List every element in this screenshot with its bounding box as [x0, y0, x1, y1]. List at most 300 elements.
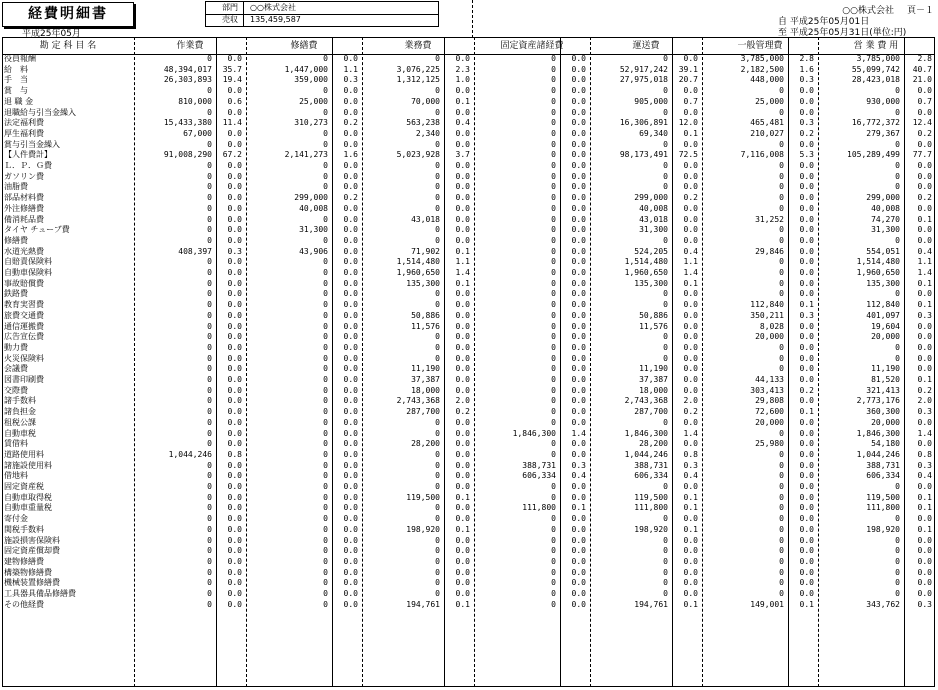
- amount-cell: 388,731: [866, 460, 900, 470]
- amount-cell: 0: [779, 449, 784, 459]
- amount-cell: 0: [779, 460, 784, 470]
- percent-cell: 0.0: [227, 567, 242, 577]
- amount-cell: 0: [551, 567, 556, 577]
- amount-cell: 0: [551, 375, 556, 384]
- percent-cell: 0.0: [455, 578, 470, 588]
- amount-cell: 28,423,018: [851, 75, 900, 85]
- amount-cell: 0: [207, 300, 212, 310]
- amount-cell: 0: [435, 449, 440, 459]
- amount-cell: 343,762: [866, 599, 900, 609]
- amount-cell: 0: [323, 556, 328, 566]
- account-name: 教育実習費: [4, 300, 44, 310]
- percent-cell: 0.0: [227, 375, 242, 384]
- amount-cell: 0: [551, 524, 556, 534]
- percent-cell: 0.0: [799, 278, 814, 288]
- amount-cell: 105,289,499: [847, 150, 900, 160]
- table-row: [2, 418, 934, 428]
- amount-cell: 0: [551, 556, 556, 566]
- amount-cell: 0: [323, 139, 328, 149]
- percent-cell: 0.1: [799, 300, 814, 310]
- table-row: [2, 225, 934, 235]
- amount-cell: 0: [895, 353, 900, 363]
- percent-cell: 0.0: [683, 86, 698, 96]
- table-row: [2, 118, 934, 128]
- percent-cell: 1.6: [799, 64, 814, 74]
- amount-cell: 50,886: [411, 310, 440, 320]
- percent-cell: 0.0: [917, 514, 932, 524]
- percent-cell: 0.0: [343, 225, 358, 235]
- percent-cell: 0.0: [227, 139, 242, 149]
- amount-cell: 0: [551, 96, 556, 106]
- table-row: [2, 54, 934, 64]
- percent-cell: 0.0: [917, 556, 932, 566]
- percent-cell: 11.4: [222, 118, 242, 128]
- percent-cell: 0.0: [343, 321, 358, 331]
- percent-cell: 0.0: [343, 86, 358, 96]
- amount-cell: 350,211: [750, 310, 784, 320]
- percent-cell: 0.0: [455, 342, 470, 352]
- percent-cell: 0.0: [799, 482, 814, 491]
- table-row: [2, 97, 934, 107]
- table-row: [2, 557, 934, 567]
- amount-cell: 67,000: [183, 128, 212, 138]
- percent-cell: 0.1: [683, 492, 698, 502]
- amount-cell: 0: [323, 396, 328, 406]
- amount-cell: 0: [323, 54, 328, 63]
- amount-cell: 37,387: [639, 375, 668, 384]
- percent-cell: 0.0: [227, 578, 242, 588]
- percent-cell: 0.0: [799, 107, 814, 117]
- amount-cell: 0: [323, 599, 328, 609]
- amount-cell: 0: [551, 64, 556, 74]
- amount-cell: 194,761: [406, 599, 440, 609]
- amount-cell: 0: [207, 225, 212, 235]
- percent-cell: 0.0: [799, 535, 814, 545]
- percent-cell: 0.0: [455, 439, 470, 449]
- amount-cell: 0: [323, 428, 328, 438]
- percent-cell: 0.0: [227, 471, 242, 481]
- percent-cell: 0.0: [571, 417, 586, 427]
- account-name: 工具器具備品修繕費: [4, 589, 76, 598]
- percent-cell: 0.1: [683, 524, 698, 534]
- percent-cell: 0.0: [683, 289, 698, 299]
- amount-cell: 0: [435, 460, 440, 470]
- percent-cell: 0.0: [227, 86, 242, 96]
- amount-cell: 0: [207, 546, 212, 556]
- percent-cell: 0.0: [343, 599, 358, 609]
- percent-cell: 5.3: [799, 150, 814, 160]
- amount-cell: 11,190: [639, 364, 668, 374]
- amount-cell: 11,190: [411, 364, 440, 374]
- amount-cell: 0: [207, 278, 212, 288]
- percent-cell: 0.0: [799, 96, 814, 106]
- percent-cell: 0.0: [455, 300, 470, 310]
- amount-cell: 0: [207, 417, 212, 427]
- percent-cell: 0.0: [571, 182, 586, 192]
- amount-cell: 0: [435, 139, 440, 149]
- percent-cell: 0.0: [799, 364, 814, 374]
- amount-cell: 0: [779, 546, 784, 556]
- amount-cell: 0: [207, 385, 212, 395]
- percent-cell: 0.0: [343, 589, 358, 598]
- amount-cell: 0: [435, 556, 440, 566]
- percent-cell: 0.0: [799, 225, 814, 235]
- account-name: 事故賠償費: [4, 278, 44, 288]
- percent-cell: 0.8: [917, 449, 932, 459]
- amount-cell: 0: [551, 118, 556, 128]
- amount-cell: 29,808: [755, 396, 784, 406]
- percent-cell: 0.3: [799, 75, 814, 85]
- amount-cell: 0: [323, 353, 328, 363]
- percent-cell: 0.0: [455, 182, 470, 192]
- amount-cell: 1,846,300: [512, 428, 556, 438]
- amount-cell: 0: [779, 353, 784, 363]
- percent-cell: 0.0: [227, 289, 242, 299]
- amount-cell: 0: [323, 407, 328, 417]
- account-name: 機械装置修繕費: [4, 578, 60, 588]
- percent-cell: 0.0: [917, 86, 932, 96]
- account-name: 借地料: [4, 471, 28, 481]
- percent-cell: 0.0: [683, 214, 698, 224]
- percent-cell: 0.0: [455, 193, 470, 203]
- amount-cell: 0: [551, 385, 556, 395]
- amount-cell: 0: [551, 449, 556, 459]
- table-row: [2, 343, 934, 353]
- amount-cell: 0: [895, 482, 900, 491]
- percent-cell: 0.3: [917, 599, 932, 609]
- percent-cell: 0.0: [799, 556, 814, 566]
- percent-cell: 0.0: [227, 439, 242, 449]
- percent-cell: 0.1: [917, 503, 932, 513]
- amount-cell: 0: [663, 535, 668, 545]
- percent-cell: 0.2: [683, 407, 698, 417]
- amount-cell: 31,300: [871, 225, 900, 235]
- amount-cell: 930,000: [866, 96, 900, 106]
- amount-cell: 0: [551, 139, 556, 149]
- amount-cell: 0: [551, 439, 556, 449]
- col-header-admin: 一般管理費: [737, 41, 783, 51]
- amount-cell: 606,334: [522, 471, 556, 481]
- percent-cell: 0.0: [683, 342, 698, 352]
- percent-cell: 0.1: [917, 492, 932, 502]
- percent-cell: 0.3: [917, 460, 932, 470]
- amount-cell: 0: [779, 492, 784, 502]
- col-header-business: 業務費: [404, 41, 432, 51]
- table-row: [2, 279, 934, 289]
- percent-cell: 0.1: [799, 599, 814, 609]
- amount-cell: 448,000: [750, 75, 784, 85]
- amount-cell: 5,023,928: [396, 150, 440, 160]
- amount-cell: 0: [207, 428, 212, 438]
- percent-cell: 0.0: [227, 268, 242, 277]
- percent-cell: 12.4: [912, 118, 932, 128]
- amount-cell: 287,700: [406, 407, 440, 417]
- amount-cell: 0: [895, 567, 900, 577]
- amount-cell: 0: [323, 567, 328, 577]
- amount-cell: 11,190: [871, 364, 900, 374]
- account-name: 施設損害保険料: [4, 535, 60, 545]
- amount-cell: 0: [895, 289, 900, 299]
- amount-cell: 0: [207, 514, 212, 524]
- col-header-fixed-assets: 固定資産諸経費: [500, 41, 564, 51]
- account-name: 会議費: [4, 364, 28, 374]
- account-name: 固定資産償却費: [4, 546, 60, 556]
- percent-cell: 0.0: [227, 428, 242, 438]
- percent-cell: 0.0: [455, 364, 470, 374]
- amount-cell: 91,008,290: [163, 150, 212, 160]
- amount-cell: 310,273: [294, 118, 328, 128]
- amount-cell: 52,917,242: [619, 64, 668, 74]
- amount-cell: 0: [779, 182, 784, 192]
- percent-cell: 0.4: [455, 118, 470, 128]
- account-name: 賞 与: [4, 86, 28, 96]
- amount-cell: 0: [895, 86, 900, 96]
- amount-cell: 0: [551, 482, 556, 491]
- sales-value: 135,459,587: [250, 15, 301, 24]
- account-name: 自賠責保険料: [4, 257, 52, 267]
- percent-cell: 0.0: [343, 482, 358, 491]
- percent-cell: 0.2: [799, 385, 814, 395]
- amount-cell: 3,785,000: [740, 54, 784, 63]
- amount-cell: 0: [551, 589, 556, 598]
- percent-cell: 0.0: [343, 332, 358, 342]
- percent-cell: 0.0: [227, 417, 242, 427]
- percent-cell: 0.0: [343, 342, 358, 352]
- amount-cell: 25,000: [299, 96, 328, 106]
- percent-cell: 0.0: [571, 524, 586, 534]
- amount-cell: 0: [551, 75, 556, 85]
- percent-cell: 0.0: [227, 524, 242, 534]
- col-header-repair: 修繕費: [290, 41, 318, 51]
- amount-cell: 0: [435, 300, 440, 310]
- account-name: 修繕費: [4, 235, 28, 245]
- percent-cell: 0.0: [455, 86, 470, 96]
- percent-cell: 0.0: [571, 54, 586, 63]
- amount-cell: 0: [551, 225, 556, 235]
- amount-cell: 0: [435, 578, 440, 588]
- amount-cell: 0: [779, 556, 784, 566]
- amount-cell: 37,387: [411, 375, 440, 384]
- percent-cell: 0.1: [683, 278, 698, 288]
- percent-cell: 0.0: [799, 449, 814, 459]
- percent-cell: 0.0: [799, 578, 814, 588]
- percent-cell: 0.4: [571, 471, 586, 481]
- account-name: 賞与引当金繰入: [4, 139, 60, 149]
- percent-cell: 0.0: [343, 385, 358, 395]
- amount-cell: 31,300: [639, 225, 668, 235]
- percent-cell: 0.1: [455, 524, 470, 534]
- percent-cell: 0.0: [799, 342, 814, 352]
- amount-cell: 0: [779, 342, 784, 352]
- amount-cell: 0: [207, 535, 212, 545]
- percent-cell: 0.1: [799, 407, 814, 417]
- percent-cell: 0.0: [343, 128, 358, 138]
- percent-cell: 0.0: [571, 578, 586, 588]
- amount-cell: 71,902: [411, 246, 440, 256]
- percent-cell: 0.0: [917, 482, 932, 491]
- amount-cell: 0: [207, 214, 212, 224]
- percent-cell: 0.0: [227, 225, 242, 235]
- sales-row: [206, 14, 438, 26]
- percent-cell: 0.1: [683, 128, 698, 138]
- amount-cell: 388,731: [522, 460, 556, 470]
- table-row: [2, 300, 934, 310]
- table-row: [2, 450, 934, 460]
- amount-cell: 0: [207, 353, 212, 363]
- col-header-operating: 営 業 費 用: [853, 41, 899, 51]
- percent-cell: 0.0: [799, 396, 814, 406]
- percent-cell: 0.0: [799, 524, 814, 534]
- percent-cell: 0.0: [343, 246, 358, 256]
- percent-cell: 0.6: [227, 96, 242, 106]
- percent-cell: 1.4: [917, 268, 932, 277]
- percent-cell: 0.0: [227, 54, 242, 63]
- amount-cell: 135,300: [406, 278, 440, 288]
- percent-cell: 0.2: [917, 128, 932, 138]
- table-row: [2, 129, 934, 139]
- percent-cell: 0.0: [227, 257, 242, 267]
- account-name: 外注修繕費: [4, 203, 44, 213]
- percent-cell: 0.0: [799, 428, 814, 438]
- amount-cell: 554,051: [866, 246, 900, 256]
- amount-cell: 111,800: [866, 503, 900, 513]
- percent-cell: 0.0: [227, 321, 242, 331]
- table-row: [2, 161, 934, 171]
- account-name: 諸手数料: [4, 396, 36, 406]
- account-name: 自動車保険料: [4, 268, 52, 277]
- percent-cell: 0.1: [455, 492, 470, 502]
- percent-cell: 39.1: [678, 64, 698, 74]
- percent-cell: 0.0: [455, 128, 470, 138]
- dept-label: 部門: [222, 3, 238, 12]
- amount-cell: 0: [779, 225, 784, 235]
- amount-cell: 111,800: [634, 503, 668, 513]
- page-number: 頁－１: [906, 6, 934, 16]
- percent-cell: 0.3: [227, 246, 242, 256]
- percent-cell: 0.8: [227, 449, 242, 459]
- amount-cell: 0: [779, 482, 784, 491]
- amount-cell: 299,000: [866, 193, 900, 203]
- account-name: 退 職 金: [4, 96, 34, 106]
- amount-cell: 98,173,491: [619, 150, 668, 160]
- percent-cell: 2.8: [799, 54, 814, 63]
- amount-cell: 0: [663, 514, 668, 524]
- percent-cell: 0.0: [343, 310, 358, 320]
- percent-cell: 0.0: [343, 514, 358, 524]
- amount-cell: 0: [435, 514, 440, 524]
- percent-cell: 0.0: [571, 449, 586, 459]
- date-to: 至 平成25年05月31日(単位:円): [778, 28, 907, 38]
- percent-cell: 0.0: [227, 503, 242, 513]
- amount-cell: 3,785,000: [856, 54, 900, 63]
- table-row: [2, 193, 934, 203]
- amount-cell: 74,270: [871, 214, 900, 224]
- amount-cell: 0: [435, 225, 440, 235]
- table-row: [2, 503, 934, 513]
- dept-row: [206, 2, 438, 14]
- amount-cell: 299,000: [634, 193, 668, 203]
- amount-cell: 0: [323, 375, 328, 384]
- amount-cell: 0: [551, 578, 556, 588]
- account-name: 給 料: [4, 64, 28, 74]
- amount-cell: 54,180: [871, 439, 900, 449]
- amount-cell: 0: [551, 492, 556, 502]
- amount-cell: 0: [895, 235, 900, 245]
- percent-cell: 0.0: [799, 503, 814, 513]
- percent-cell: 0.0: [799, 417, 814, 427]
- percent-cell: 1.1: [917, 257, 932, 267]
- amount-cell: 0: [551, 300, 556, 310]
- amount-cell: 0: [551, 353, 556, 363]
- amount-cell: 0: [323, 257, 328, 267]
- table-row: [2, 429, 934, 439]
- percent-cell: 0.0: [343, 257, 358, 267]
- percent-cell: 0.0: [227, 128, 242, 138]
- amount-cell: 0: [551, 321, 556, 331]
- percent-cell: 0.0: [917, 107, 932, 117]
- amount-cell: 0: [323, 417, 328, 427]
- amount-cell: 0: [207, 235, 212, 245]
- percent-cell: 0.3: [917, 310, 932, 320]
- amount-cell: 135,300: [866, 278, 900, 288]
- percent-cell: 0.0: [227, 171, 242, 181]
- percent-cell: 0.0: [799, 332, 814, 342]
- amount-cell: 2,182,500: [740, 64, 784, 74]
- amount-cell: 360,300: [866, 407, 900, 417]
- amount-cell: 0: [551, 599, 556, 609]
- account-name: 諸施設使用料: [4, 460, 52, 470]
- amount-cell: 0: [551, 182, 556, 192]
- info-divider-h: [206, 14, 438, 15]
- account-name: 退職給与引当金繰入: [4, 107, 76, 117]
- table-row: [2, 600, 934, 610]
- account-name: Ｌ．Ｐ．Ｇ費: [4, 161, 52, 170]
- percent-cell: 0.0: [799, 257, 814, 267]
- amount-cell: 31,300: [299, 225, 328, 235]
- amount-cell: 1,960,650: [396, 268, 440, 277]
- percent-cell: 0.0: [917, 203, 932, 213]
- account-name: 自動車取得税: [4, 492, 52, 502]
- amount-cell: 55,099,742: [851, 64, 900, 74]
- amount-cell: 0: [551, 289, 556, 299]
- percent-cell: 0.0: [571, 171, 586, 181]
- amount-cell: 279,367: [866, 128, 900, 138]
- amount-cell: 0: [779, 257, 784, 267]
- amount-cell: 0: [207, 86, 212, 96]
- amount-cell: 119,500: [634, 492, 668, 502]
- amount-cell: 0: [435, 546, 440, 556]
- percent-cell: 0.0: [343, 578, 358, 588]
- percent-cell: 0.0: [455, 514, 470, 524]
- amount-cell: 2,340: [415, 128, 440, 138]
- percent-cell: 0.0: [455, 310, 470, 320]
- amount-cell: 0: [663, 332, 668, 342]
- amount-cell: 0: [323, 128, 328, 138]
- percent-cell: 0.0: [571, 193, 586, 203]
- percent-cell: 2.0: [917, 396, 932, 406]
- percent-cell: 0.0: [343, 471, 358, 481]
- percent-cell: 0.0: [455, 482, 470, 491]
- amount-cell: 0: [551, 342, 556, 352]
- percent-cell: 0.0: [571, 385, 586, 395]
- amount-cell: 119,500: [866, 492, 900, 502]
- amount-cell: 401,097: [866, 310, 900, 320]
- percent-cell: 1.1: [343, 64, 358, 74]
- company-name: ○○株式会社: [842, 6, 894, 16]
- percent-cell: 0.0: [227, 535, 242, 545]
- percent-cell: 0.0: [799, 203, 814, 213]
- percent-cell: 0.0: [917, 182, 932, 192]
